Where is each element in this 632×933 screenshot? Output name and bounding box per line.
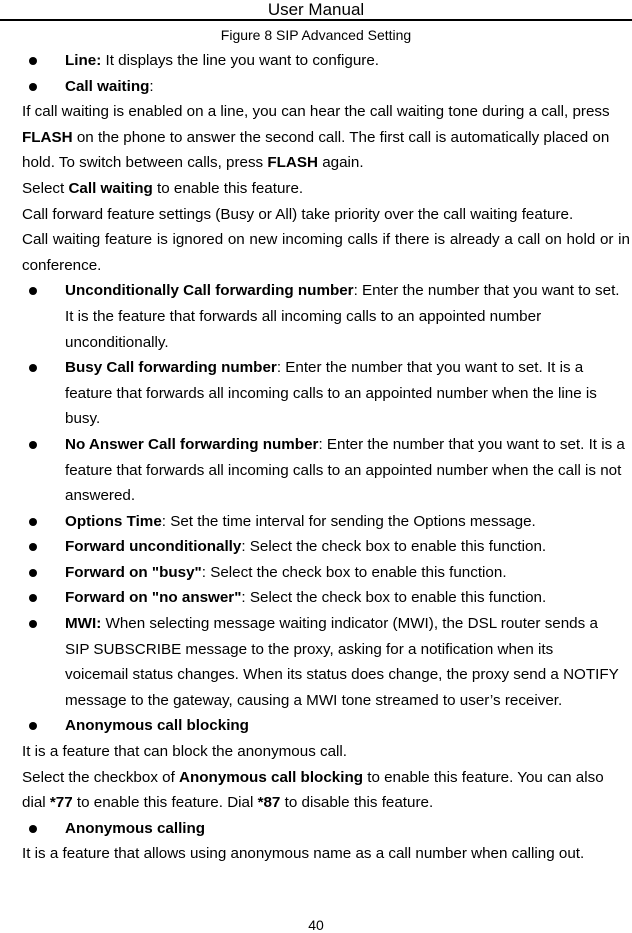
term-call-waiting-inline: Call waiting xyxy=(68,179,153,197)
bullet-noanswer-number xyxy=(22,432,630,509)
bullet-dot-icon xyxy=(29,543,37,551)
term-forward-noanswer: Forward on "no answer" xyxy=(65,589,242,607)
desc-options-time: : Set the time interval for sending the Options message. xyxy=(161,512,536,530)
term-call-waiting-colon: : xyxy=(149,77,154,95)
text-segment: Select xyxy=(22,179,69,197)
text-segment: again. xyxy=(318,154,364,172)
bullet-dot-icon xyxy=(29,620,37,628)
term-line: Line: xyxy=(65,52,102,69)
desc-line: It displays the line you want to configure. xyxy=(101,52,380,69)
term-anonymous-calling: Anonymous calling xyxy=(65,819,206,837)
figure-caption: Figure 8 SIP Advanced Setting xyxy=(220,27,412,43)
bullet-anonymous-call-blocking xyxy=(22,713,630,739)
page-body xyxy=(22,48,630,867)
bullet-dot-icon xyxy=(29,441,37,449)
term-anonymous-call-blocking: Anonymous call blocking xyxy=(65,717,249,735)
bullet-dot-icon xyxy=(29,569,37,577)
bullet-dot-icon xyxy=(29,722,37,730)
desc-forward-busy: : Select the check box to enable this function. xyxy=(201,563,507,581)
term-call-waiting: Call waiting xyxy=(65,77,150,95)
paragraph-anon-calling-desc: It is a feature that allows using anonymous name as a call number when calling out. xyxy=(22,845,585,863)
desc-unconditional-number: : Enter the number that you want to set. It is the feature that forwards all incoming calls to an appointed number unconditionally. xyxy=(65,282,620,351)
term-unconditional-number: Unconditionally Call forwarding number xyxy=(65,282,354,300)
key-flash: FLASH xyxy=(22,128,73,146)
bullet-anonymous-calling xyxy=(22,816,630,842)
desc-mwi: When selecting message waiting indicator (MWI), the DSL router sends a SIP SUBSCRIBE message to the proxy, asking for a notification when its voicemail status changes. When its status does change, the proxy send a NOTIFY message to the gateway, causing a MWI tone streamed to user’s receiver. xyxy=(65,615,619,709)
code-star-77: *77 xyxy=(49,794,73,812)
bullet-unconditional-number xyxy=(22,278,630,355)
bullet-forward-busy xyxy=(22,560,630,586)
bullet-call-waiting xyxy=(22,74,630,100)
paragraph-call-forward-priority: Call forward feature settings (Busy or All) take priority over the call waiting feature. xyxy=(22,205,574,223)
bullet-busy-number xyxy=(22,355,630,432)
bullet-dot-icon xyxy=(29,364,37,372)
text-segment: to disable this feature. xyxy=(280,794,434,812)
desc-forward-unconditionally: : Select the check box to enable this function. xyxy=(241,538,547,556)
term-forward-unconditionally: Forward unconditionally xyxy=(65,538,242,556)
text-segment: on the phone to answer the second call. The first call is automatically placed on hold. To switch between calls, press xyxy=(22,128,610,172)
term-noanswer-number: No Answer Call forwarding number xyxy=(65,435,319,453)
code-star-87: *87 xyxy=(257,794,281,812)
desc-noanswer-number: : Enter the number that you want to set. It is a feature that forwards all incoming calls to an appointed number when the call is not answered. xyxy=(65,435,625,505)
text-segment: to enable this feature. xyxy=(152,179,304,197)
bullet-dot-icon xyxy=(29,594,37,602)
bullet-options-time xyxy=(22,509,630,535)
bullet-dot-icon xyxy=(29,287,37,295)
term-anonymous-call-blocking-inline: Anonymous call blocking xyxy=(179,768,363,786)
bullet-line xyxy=(22,48,630,74)
page-number: 40 xyxy=(308,917,324,933)
header-divider xyxy=(0,19,632,21)
bullet-forward-unconditionally xyxy=(22,534,630,560)
term-forward-busy: Forward on "busy" xyxy=(65,563,202,581)
text-segment: to enable this feature. Dial xyxy=(72,794,258,812)
paragraph-anon-blocking-enable xyxy=(22,765,630,816)
bullet-dot-icon xyxy=(29,825,37,833)
paragraph-call-waiting-ignored: Call waiting feature is ignored on new incoming calls if there is already a call on hold or in conference. xyxy=(22,231,630,274)
desc-busy-number: : Enter the number that you want to set. It is a feature that forwards all incoming calls to an appointed number when the line is busy. xyxy=(65,359,597,428)
paragraph-call-waiting-intro xyxy=(22,99,632,176)
text-segment: Select the checkbox of xyxy=(22,768,180,786)
term-mwi: MWI: xyxy=(65,615,102,633)
bullet-dot-icon xyxy=(29,518,37,526)
paragraph-select-call-waiting xyxy=(22,176,630,202)
paragraph-anon-blocking-desc: It is a feature that can block the anonymous call. xyxy=(22,743,348,761)
bullet-mwi xyxy=(22,611,620,713)
page-header-title: User Manual xyxy=(267,0,365,19)
text-segment: If call waiting is enabled on a line, you can hear the call waiting tone during a call, press xyxy=(22,103,610,121)
bullet-dot-icon xyxy=(29,57,37,65)
bullet-dot-icon xyxy=(29,83,37,91)
text-segment: to enable this feature. You can also dial xyxy=(22,768,604,812)
desc-forward-noanswer: : Select the check box to enable this function. xyxy=(241,589,547,607)
term-options-time: Options Time xyxy=(65,512,162,530)
key-flash: FLASH xyxy=(267,154,318,172)
term-busy-number: Busy Call forwarding number xyxy=(65,359,277,377)
bullet-forward-noanswer xyxy=(22,585,630,611)
